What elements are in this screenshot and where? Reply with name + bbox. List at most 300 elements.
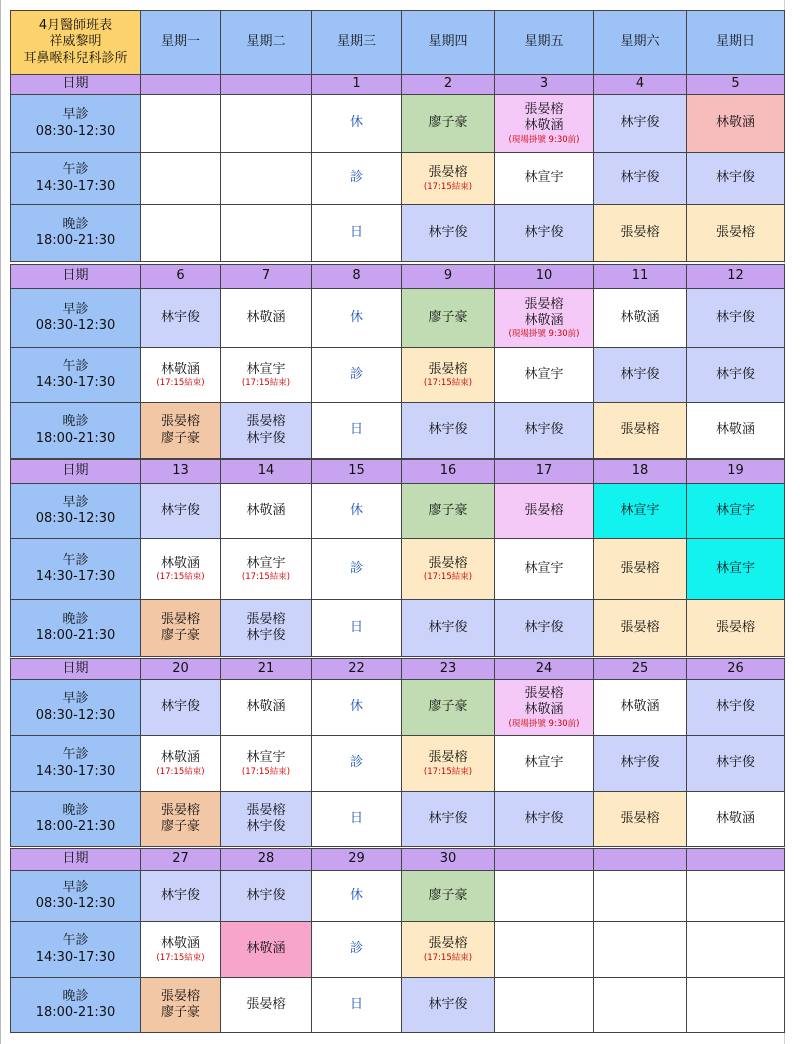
shift-cell: [311, 977, 402, 1033]
doctor-name: 林敬涵: [715, 810, 755, 826]
session-label-cell: [10, 735, 141, 792]
title-line: 耳鼻喉科兒科診所: [23, 50, 128, 66]
session-label-cell: [10, 347, 141, 403]
shift-cell: [593, 791, 687, 847]
date-number: 17: [535, 463, 553, 479]
date-cell: [401, 658, 495, 680]
doctor-name: 張晏榕: [620, 619, 660, 635]
shift-cell: [220, 204, 312, 262]
date-cell: [401, 264, 495, 289]
date-number: 24: [535, 660, 553, 676]
session-label-cell: [10, 94, 141, 153]
shift-cell: [140, 288, 221, 348]
doctor-name: 休: [349, 699, 363, 715]
session-name: 午診: [62, 747, 89, 763]
date-cell: [140, 658, 221, 680]
date-cell: [494, 848, 594, 871]
date-number: 19: [727, 463, 744, 479]
shift-cell: [494, 94, 594, 153]
doctor-name: 林宣宇: [524, 560, 564, 576]
doctor-name: 廖子豪: [160, 628, 200, 643]
doctor-name: 林宣宇: [620, 502, 660, 518]
shift-cell: [686, 735, 785, 792]
date-cell: [494, 264, 594, 289]
date-cell: [311, 658, 402, 680]
date-number: 3: [539, 76, 549, 92]
shift-cell: [140, 735, 221, 792]
shift-cell: [311, 599, 402, 657]
date-cell: [593, 264, 687, 289]
title-line: 4月醫師班表: [38, 18, 113, 34]
date-number: 13: [172, 463, 189, 479]
doctor-name: 張晏榕: [715, 619, 755, 635]
doctor-name: 診: [349, 170, 363, 186]
doctor-name: 張晏榕: [524, 102, 564, 118]
date-cell: [686, 74, 785, 95]
doctor-name: 林宣宇: [524, 170, 564, 186]
shift-cell: [494, 599, 594, 657]
shift-cell: [494, 977, 594, 1033]
doctor-name: 林宇俊: [524, 810, 564, 826]
session-label-cell: [10, 870, 141, 922]
shift-cell: [686, 599, 785, 657]
schedule-title: [10, 10, 141, 75]
date-number: 23: [439, 660, 457, 676]
shift-cell: [401, 402, 495, 459]
doctor-name: 張晏榕: [428, 555, 468, 571]
shift-cell: [220, 791, 312, 847]
shift-cell: [220, 977, 312, 1033]
shift-cell: [593, 870, 687, 922]
shift-note: (17:15結束): [241, 766, 291, 777]
doctor-name: 林宇俊: [715, 309, 755, 325]
shift-cell: [686, 977, 785, 1033]
date-number: 7: [261, 268, 271, 284]
shift-cell: [494, 402, 594, 459]
session-name: 晚診: [62, 988, 89, 1004]
weekday-header: [593, 10, 687, 75]
shift-cell: [140, 870, 221, 922]
session-label-cell: [10, 483, 141, 539]
doctor-name: 林宇俊: [715, 755, 755, 771]
shift-cell: [593, 735, 687, 792]
doctor-name: 日: [349, 224, 363, 240]
date-cell: [593, 459, 687, 484]
weekday-header: [311, 10, 402, 75]
shift-cell: [401, 94, 495, 153]
doctor-name: 林宇俊: [246, 628, 286, 643]
date-cell: [220, 459, 312, 484]
shift-cell: [220, 735, 312, 792]
doctor-name: 張晏榕: [160, 988, 200, 1004]
date-cell: [494, 74, 594, 95]
date-number: 21: [257, 660, 275, 676]
doctor-name: 診: [349, 755, 363, 771]
doctor-name: 林敬涵: [160, 936, 200, 952]
shift-note: (17:15結束): [423, 378, 473, 389]
shift-cell: [140, 204, 221, 262]
session-time: 18:00-21:30: [35, 233, 116, 248]
doctor-name: 林宇俊: [428, 996, 468, 1012]
shift-cell: [593, 402, 687, 459]
session-name: 午診: [62, 358, 89, 374]
shift-cell: [401, 152, 495, 205]
shift-cell: [140, 921, 221, 978]
shift-note: (17:15結束): [241, 572, 291, 583]
session-label-cell: [10, 204, 141, 262]
shift-cell: [593, 94, 687, 153]
doctor-name: 林敬涵: [246, 699, 286, 715]
session-label-cell: [10, 791, 141, 847]
doctor-name: 林宇俊: [524, 422, 564, 438]
shift-cell: [401, 791, 495, 847]
doctor-name: 林宣宇: [246, 555, 286, 571]
doctor-name: 張晏榕: [620, 810, 660, 826]
shift-cell: [401, 204, 495, 262]
session-name: 早診: [62, 691, 89, 707]
session-time: 18:00-21:30: [35, 430, 116, 446]
doctor-name: 張晏榕: [160, 802, 200, 818]
date-label: 日期: [62, 76, 89, 92]
shift-cell: [401, 599, 495, 657]
session-time: 14:30-17:30: [35, 569, 116, 584]
doctor-name: 張晏榕: [428, 361, 468, 377]
date-number: 30: [439, 851, 457, 867]
shift-cell: [220, 870, 312, 922]
doctor-name: 林敬涵: [524, 118, 564, 134]
session-name: 早診: [62, 494, 89, 510]
shift-cell: [401, 921, 495, 978]
doctor-name: 林敬涵: [246, 941, 286, 957]
weekday-label: 星期二: [246, 34, 286, 50]
doctor-name: 張晏榕: [246, 802, 286, 818]
doctor-name: 林宇俊: [428, 619, 468, 635]
doctor-name: 林宇俊: [160, 309, 200, 325]
shift-cell: [494, 921, 594, 978]
session-time: 14:30-17:30: [35, 763, 116, 779]
doctor-name: 日: [349, 619, 363, 635]
shift-note: (17:15結束): [156, 378, 205, 389]
shift-cell: [140, 977, 221, 1033]
shift-note: (現場掛號 9:30前): [508, 134, 580, 145]
date-cell: [311, 264, 402, 289]
doctor-name: 林宣宇: [524, 366, 564, 382]
session-time: 08:30-12:30: [35, 318, 116, 333]
doctor-name: 林宇俊: [715, 699, 755, 715]
shift-cell: [220, 402, 312, 459]
shift-cell: [311, 921, 402, 978]
shift-cell: [311, 735, 402, 792]
date-row-label: [10, 264, 141, 289]
shift-cell: [140, 483, 221, 539]
shift-cell: [686, 679, 785, 736]
doctor-name: 休: [349, 115, 363, 131]
doctor-name: 張晏榕: [428, 936, 468, 952]
shift-note: (17:15結束): [423, 766, 473, 777]
shift-cell: [593, 921, 687, 978]
doctor-name: 休: [349, 502, 363, 518]
session-time: 18:00-21:30: [35, 819, 116, 834]
shift-cell: [140, 152, 221, 205]
shift-cell: [593, 347, 687, 403]
shift-cell: [593, 599, 687, 657]
shift-cell: [220, 94, 312, 153]
shift-cell: [220, 288, 312, 348]
doctor-name: 張晏榕: [715, 224, 755, 240]
shift-cell: [311, 791, 402, 847]
session-name: 午診: [62, 552, 89, 568]
doctor-name: 休: [349, 887, 363, 903]
shift-cell: [140, 347, 221, 403]
date-number: 26: [727, 660, 744, 676]
session-time: 18:00-21:30: [35, 1005, 116, 1020]
date-cell: [686, 848, 785, 871]
doctor-name: 廖子豪: [160, 430, 200, 446]
date-cell: [686, 264, 785, 289]
date-cell: [220, 74, 312, 95]
shift-cell: [140, 791, 221, 847]
doctor-name: 林宇俊: [715, 366, 755, 382]
shift-cell: [401, 870, 495, 922]
date-number: 16: [439, 463, 457, 479]
shift-cell: [686, 921, 785, 978]
doctor-name: 診: [349, 366, 363, 382]
doctor-name: 林敬涵: [715, 422, 755, 438]
doctor-name: 廖子豪: [160, 1005, 200, 1020]
doctor-name: 張晏榕: [620, 224, 660, 240]
date-number: 12: [727, 268, 744, 284]
date-number: 5: [731, 76, 740, 92]
shift-cell: [311, 538, 402, 600]
date-number: 20: [172, 660, 189, 676]
shift-cell: [686, 538, 785, 600]
doctor-name: 林宇俊: [160, 887, 200, 903]
date-cell: [494, 459, 594, 484]
date-number: 22: [348, 660, 365, 676]
session-label-cell: [10, 599, 141, 657]
date-number: 2: [443, 76, 453, 92]
date-cell: [401, 848, 495, 871]
doctor-name: 林宇俊: [620, 366, 660, 382]
shift-cell: [140, 679, 221, 736]
doctor-name: 林敬涵: [620, 699, 660, 715]
session-name: 早診: [62, 107, 89, 123]
session-time: 14:30-17:30: [35, 178, 116, 194]
shift-cell: [140, 402, 221, 459]
date-label: 日期: [62, 660, 89, 676]
date-number: 25: [631, 660, 649, 676]
session-time: 08:30-12:30: [35, 511, 116, 526]
weekday-header: [494, 10, 594, 75]
doctor-name: 林敬涵: [524, 702, 564, 718]
shift-cell: [220, 152, 312, 205]
date-cell: [311, 459, 402, 484]
date-number: 8: [352, 268, 361, 284]
shift-cell: [401, 347, 495, 403]
weekday-label: 星期五: [524, 34, 564, 50]
doctor-name: 林宣宇: [524, 755, 564, 771]
session-name: 晚診: [62, 216, 89, 232]
date-cell: [140, 264, 221, 289]
doctor-name: 林敬涵: [246, 502, 286, 518]
shift-note: (17:15結束): [423, 181, 473, 192]
date-cell: [593, 658, 687, 680]
date-cell: [593, 74, 687, 95]
session-label-cell: [10, 538, 141, 600]
doctor-name: 張晏榕: [428, 165, 468, 181]
date-number: 4: [635, 76, 645, 92]
shift-cell: [401, 288, 495, 348]
date-cell: [140, 74, 221, 95]
shift-cell: [494, 791, 594, 847]
shift-cell: [311, 288, 402, 348]
shift-cell: [686, 204, 785, 262]
date-cell: [494, 658, 594, 680]
doctor-name: 廖子豪: [428, 115, 468, 131]
doctor-name: 林敬涵: [246, 309, 286, 325]
shift-cell: [311, 152, 402, 205]
shift-cell: [311, 483, 402, 539]
date-label: 日期: [62, 851, 89, 867]
date-number: 11: [631, 268, 649, 284]
doctor-name: 休: [349, 309, 363, 325]
shift-cell: [494, 870, 594, 922]
doctor-name: 林宣宇: [715, 560, 755, 576]
date-row-label: [10, 848, 141, 871]
shift-cell: [401, 679, 495, 736]
shift-cell: [494, 204, 594, 262]
shift-note: (現場掛號 9:30前): [508, 718, 580, 729]
title-line: 祥威黎明: [49, 34, 102, 50]
doctor-name: 日: [349, 810, 363, 826]
session-name: 晚診: [62, 802, 89, 818]
shift-cell: [140, 94, 221, 153]
session-label-cell: [10, 921, 141, 978]
date-row-label: [10, 459, 141, 484]
shift-cell: [311, 402, 402, 459]
date-number: 10: [535, 268, 553, 284]
shift-cell: [593, 204, 687, 262]
doctor-name: 林敬涵: [524, 312, 564, 328]
shift-cell: [494, 679, 594, 736]
session-name: 早診: [62, 301, 89, 317]
shift-cell: [220, 483, 312, 539]
date-cell: [593, 848, 687, 871]
doctor-name: 林宇俊: [620, 170, 660, 186]
shift-cell: [686, 152, 785, 205]
shift-note: (17:15結束): [156, 766, 205, 777]
doctor-name: 林宇俊: [160, 699, 200, 715]
doctor-name: 廖子豪: [428, 502, 468, 518]
weekday-label: 星期四: [428, 34, 468, 50]
shift-cell: [593, 977, 687, 1033]
doctor-name: 張晏榕: [428, 750, 468, 766]
doctor-name: 林宇俊: [246, 819, 286, 834]
shift-note: (17:15結束): [156, 572, 205, 583]
doctor-name: 張晏榕: [524, 502, 564, 518]
date-number: 18: [631, 463, 649, 479]
doctor-name: 張晏榕: [620, 422, 660, 438]
shift-cell: [686, 288, 785, 348]
shift-cell: [494, 152, 594, 205]
shift-cell: [401, 977, 495, 1033]
shift-note: (17:15結束): [241, 378, 291, 389]
shift-cell: [593, 538, 687, 600]
shift-cell: [311, 679, 402, 736]
shift-cell: [311, 870, 402, 922]
shift-cell: [401, 538, 495, 600]
session-name: 午診: [62, 933, 89, 949]
shift-cell: [593, 152, 687, 205]
doctor-name: 林宇俊: [246, 887, 286, 903]
shift-cell: [686, 791, 785, 847]
date-cell: [686, 459, 785, 484]
shift-cell: [220, 599, 312, 657]
weekday-header: [686, 10, 785, 75]
session-time: 08:30-12:30: [35, 707, 116, 723]
date-number: 15: [348, 463, 365, 479]
shift-cell: [220, 679, 312, 736]
doctor-name: 張晏榕: [524, 686, 564, 702]
date-label: 日期: [62, 463, 89, 479]
date-cell: [220, 658, 312, 680]
doctor-name: 診: [349, 560, 363, 576]
doctor-name: 日: [349, 422, 363, 438]
date-cell: [401, 74, 495, 95]
doctor-name: 林敬涵: [160, 750, 200, 766]
date-label: 日期: [62, 268, 89, 284]
session-name: 晚診: [62, 414, 89, 430]
date-number: 6: [176, 268, 185, 284]
doctor-name: 張晏榕: [246, 414, 286, 430]
date-cell: [220, 264, 312, 289]
shift-cell: [140, 599, 221, 657]
shift-note: (17:15結束): [156, 952, 205, 963]
weekday-label: 星期日: [715, 34, 755, 50]
shift-cell: [311, 94, 402, 153]
doctor-name: 林宇俊: [246, 430, 286, 446]
session-label-cell: [10, 977, 141, 1033]
shift-cell: [311, 204, 402, 262]
doctor-name: 張晏榕: [160, 611, 200, 627]
session-time: 14:30-17:30: [35, 949, 116, 965]
doctor-name: 林敬涵: [160, 361, 200, 377]
doctor-name: 廖子豪: [428, 887, 468, 903]
doctor-name: 廖子豪: [428, 699, 468, 715]
date-cell: [311, 848, 402, 871]
doctor-name: 林宇俊: [620, 115, 660, 131]
shift-note: (17:15結束): [423, 952, 473, 963]
doctor-name: 張晏榕: [620, 560, 660, 576]
date-cell: [140, 848, 221, 871]
shift-cell: [593, 483, 687, 539]
session-name: 晚診: [62, 611, 89, 627]
shift-cell: [686, 402, 785, 459]
date-number: 14: [257, 463, 275, 479]
weekday-header: [140, 10, 221, 75]
date-row-label: [10, 74, 141, 95]
shift-cell: [311, 347, 402, 403]
weekday-header: [220, 10, 312, 75]
shift-cell: [686, 347, 785, 403]
doctor-name: 林宇俊: [620, 755, 660, 771]
session-label-cell: [10, 152, 141, 205]
shift-cell: [593, 288, 687, 348]
gridline: [0, 0, 1, 1044]
doctor-name: 林宇俊: [428, 422, 468, 438]
shift-cell: [494, 347, 594, 403]
weekday-header: [401, 10, 495, 75]
